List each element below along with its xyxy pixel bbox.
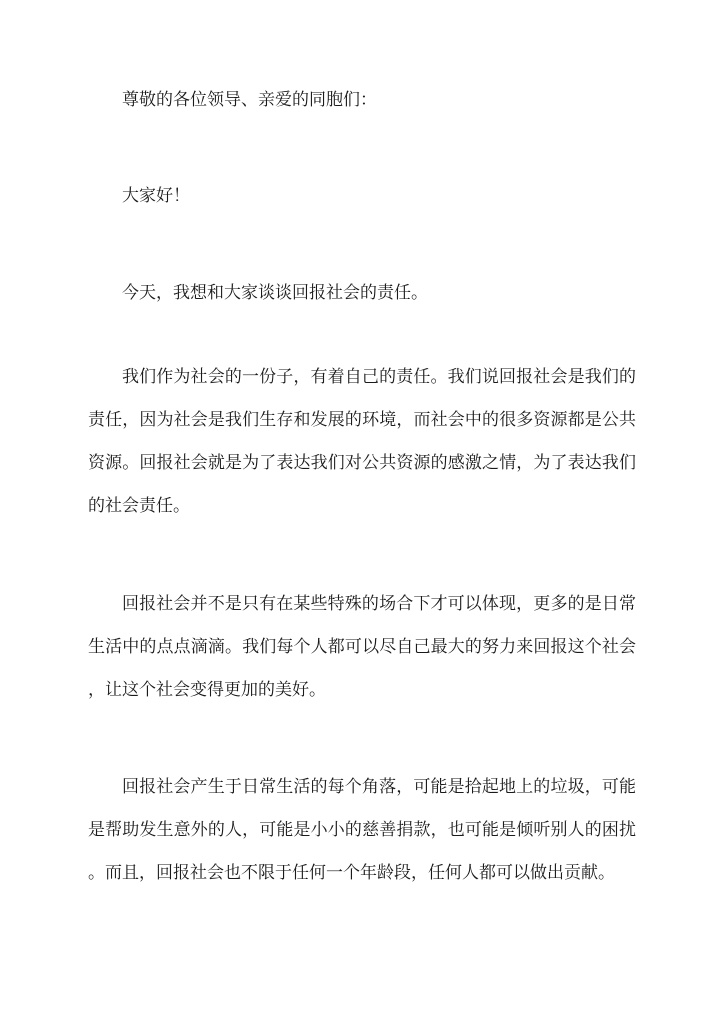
paragraph-1-line: 我们作为社会的一份子，有着自己的责任。我们说回报社会是我们的 — [122, 367, 636, 387]
paragraph-1-line: 责任，因为社会是我们生存和发展的环境，而社会中的很多资源都是公共 — [88, 410, 636, 430]
hello-line: 大家好！ — [122, 186, 190, 206]
intro-line: 今天，我想和大家谈谈回报社会的责任。 — [122, 283, 428, 303]
paragraph-2 — [88, 589, 636, 718]
paragraph-1 — [88, 362, 636, 534]
greeting-line: 尊敬的各位领导、亲爱的同胞们： — [122, 90, 377, 110]
paragraph-2-line: 回报社会并不是只有在某些特殊的场合下才可以体现，更多的是日常 — [122, 594, 636, 614]
paragraph-3-line: 是帮助发生意外的人，可能是小小的慈善捐款，也可能是倾听别人的困扰 — [88, 820, 636, 840]
paragraph-2-line: 生活中的点点滴滴。我们每个人都可以尽自己最大的努力来回报这个社会 — [88, 637, 636, 657]
paragraph-2-line: ，让这个社会变得更加的美好。 — [88, 680, 326, 700]
paragraph-3-line: 。而且，回报社会也不限于任何一个年龄段，任何人都可以做出贡献。 — [88, 863, 615, 883]
paragraph-1-line: 资源。回报社会就是为了表达我们对公共资源的感激之情，为了表达我们 — [88, 453, 636, 473]
paragraph-3 — [88, 772, 636, 901]
paragraph-1-line: 的社会责任。 — [88, 496, 190, 516]
paragraph-3-line: 回报社会产生于日常生活的每个角落，可能是拾起地上的垃圾，可能 — [122, 777, 636, 797]
